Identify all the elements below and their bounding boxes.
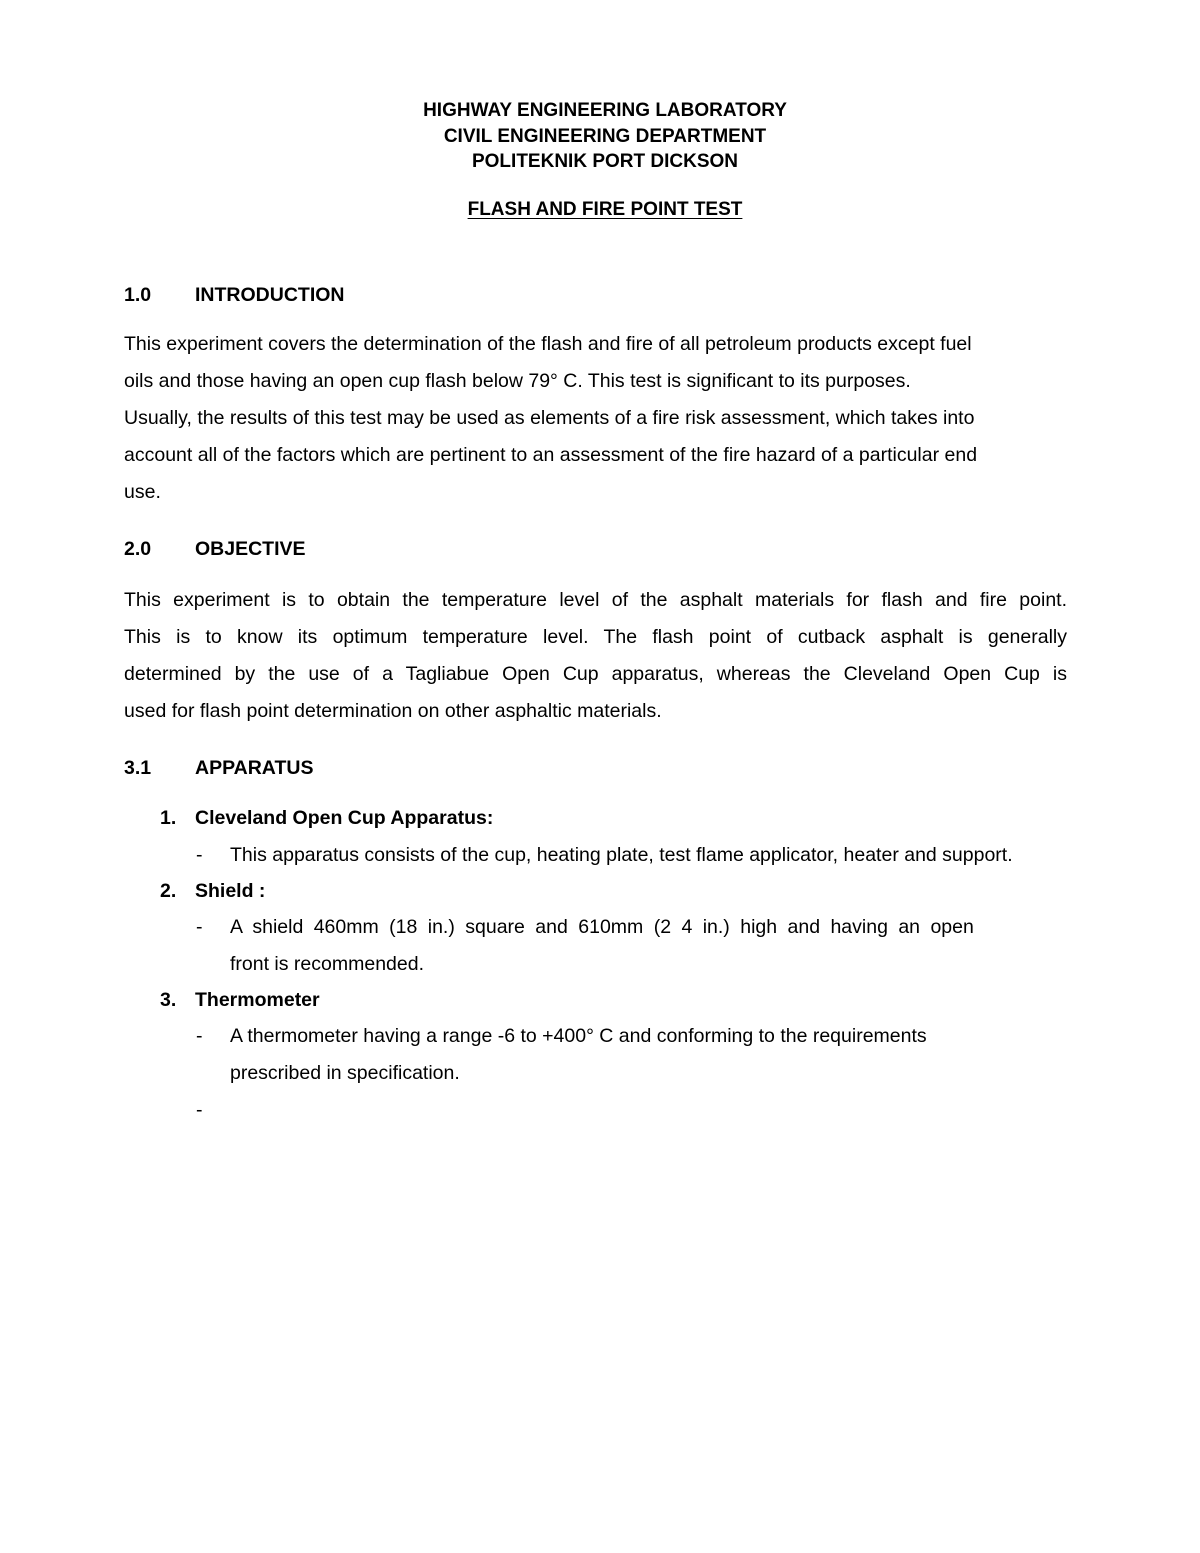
objective-paragraph	[124, 582, 1067, 730]
document-title	[0, 197, 1200, 222]
description-line: prescribed in specification.	[230, 1062, 460, 1084]
paragraph-line: used for flash point determination on other asphaltic materials.	[124, 700, 662, 722]
paragraph-line: determined by the use of a Tagliabue Open Cup apparatus, whereas the Cleveland Open Cup is	[124, 663, 1067, 685]
paragraph-line: oils and those having an open cup flash below 79° C. This test is significant to its purposes.	[124, 370, 911, 392]
section-title: OBJECTIVE	[195, 538, 306, 560]
paragraph-line: This experiment covers the determination of the flash and fire of all petroleum products except fuel	[124, 333, 972, 355]
institution-name: POLITEKNIK PORT DICKSON	[471, 151, 738, 172]
section-title: APPARATUS	[195, 757, 314, 779]
paragraph-line: Usually, the results of this test may be used as elements of a fire risk assessment, which takes into	[124, 407, 975, 429]
section-title: INTRODUCTION	[195, 284, 345, 306]
section-number: 3.1	[124, 757, 152, 779]
dash-bullet: -	[196, 1025, 203, 1047]
description-line: front is recommended.	[230, 953, 425, 975]
apparatus-item-description	[196, 837, 1013, 874]
description-line: A shield 460mm (18 in.) square and 610mm (2 4 in.) high and having an open	[230, 916, 974, 938]
introduction-paragraph	[124, 326, 1067, 511]
apparatus-name: Thermometer	[195, 989, 320, 1011]
paragraph-line: This experiment is to obtain the temperature level of the asphalt materials for flash and fire point.	[124, 589, 1067, 611]
list-number: 1.	[160, 807, 177, 829]
section-heading-objective	[124, 537, 306, 561]
apparatus-item-title	[160, 879, 265, 903]
section-heading-apparatus	[124, 756, 313, 780]
paragraph-line: This is to know its optimum temperature level. The flash point of cutback asphalt is generally	[124, 626, 1067, 648]
paragraph-line: use.	[124, 481, 161, 503]
empty-dash-bullet: -	[196, 1099, 203, 1121]
apparatus-item-description	[196, 1018, 927, 1092]
lab-name: HIGHWAY ENGINEERING LABORATORY	[423, 100, 787, 121]
apparatus-item-description	[196, 909, 974, 983]
section-number: 1.0	[124, 284, 152, 306]
document-header	[0, 98, 1200, 175]
apparatus-item-title	[160, 806, 493, 830]
description-line: This apparatus consists of the cup, heating plate, test flame applicator, heater and support.	[230, 844, 1013, 866]
list-number: 3.	[160, 989, 177, 1011]
section-heading-introduction	[124, 283, 345, 307]
section-number: 2.0	[124, 538, 152, 560]
dash-bullet: -	[196, 844, 203, 866]
apparatus-item-title	[160, 988, 320, 1012]
description-line: A thermometer having a range -6 to +400° C and conforming to the requirements	[230, 1025, 927, 1047]
department-name: CIVIL ENGINEERING DEPARTMENT	[443, 125, 767, 147]
dash-bullet: -	[196, 916, 203, 938]
paragraph-line: account all of the factors which are pertinent to an assessment of the fire hazard of a particular end	[124, 444, 978, 466]
apparatus-name: Cleveland Open Cup Apparatus:	[195, 807, 494, 829]
apparatus-name: Shield :	[195, 880, 266, 902]
list-number: 2.	[160, 880, 177, 902]
document-title-text: FLASH AND FIRE POINT TEST	[467, 199, 743, 220]
